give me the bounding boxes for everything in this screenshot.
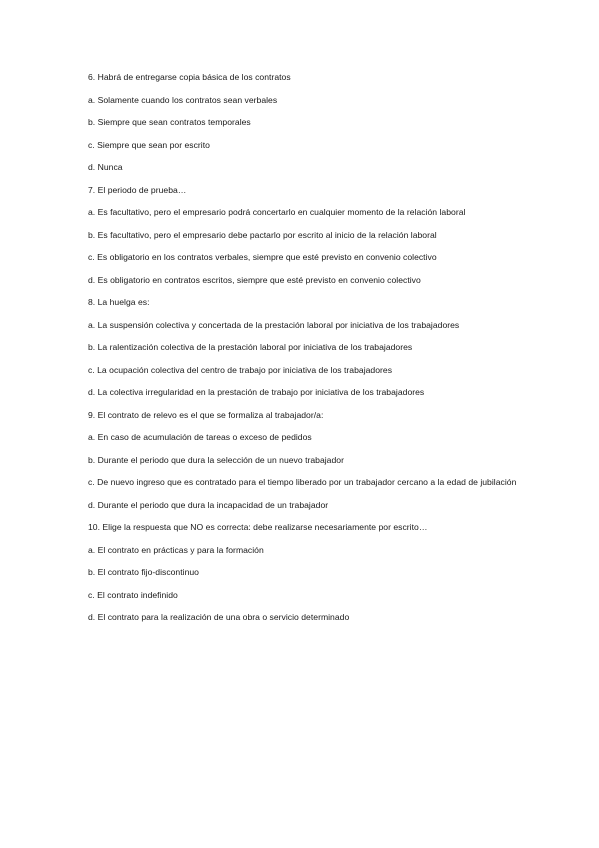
question-9-option-d: d. Durante el periodo que dura la incapacidad de un trabajador <box>88 499 329 510</box>
question-7-option-a: a. Es facultativo, pero el empresario podrá concertarlo en cualquier momento de la relación laboral <box>88 207 466 217</box>
question-10-option-b: b. El contrato fijo-discontinuo <box>88 567 199 577</box>
question-6: 6. Habrá de entregarse copia básica de los contratos <box>88 72 291 82</box>
question-9: 9. El contrato de relevo es el que se formaliza al trabajador/a: <box>88 409 324 420</box>
question-9-option-b: b. Durante el periodo que dura la selección de un nuevo trabajador <box>88 454 344 465</box>
question-10-option-a: a. El contrato en prácticas y para la formación <box>88 544 264 555</box>
question-7-option-d: d. Es obligatorio en contratos escritos, siempre que esté previsto en convenio colectivo <box>88 274 421 285</box>
question-list <box>88 70 518 633</box>
question-9-option-c: c. De nuevo ingreso que es contratado para el tiempo liberado por un trabajador cercano a la edad de jubilación <box>88 477 517 487</box>
question-6-option-b: b. Siempre que sean contratos temporales <box>88 117 251 127</box>
question-10-option-c: c. El contrato indefinido <box>88 589 178 600</box>
question-10-option-d: d. El contrato para la realización de una obra o servicio determinado <box>88 612 350 622</box>
question-8: 8. La huelga es: <box>88 297 150 307</box>
question-8-option-a: a. La suspensión colectiva y concertada de la prestación laboral por iniciativa de los trabajadores <box>88 319 460 330</box>
question-9-option-a: a. En caso de acumulación de tareas o exceso de pedidos <box>88 432 312 442</box>
question-8-option-b: b. La ralentización colectiva de la prestación laboral por iniciativa de los trabajadores <box>88 342 413 352</box>
question-7-option-b: b. Es facultativo, pero el empresario debe pactarlo por escrito al inicio de la relación laboral <box>88 229 437 240</box>
question-7: 7. El periodo de prueba… <box>88 184 187 195</box>
question-6-option-a: a. Solamente cuando los contratos sean verbales <box>88 94 278 105</box>
question-8-option-c: c. La ocupación colectiva del centro de trabajo por iniciativa de los trabajadores <box>88 364 393 375</box>
question-6-option-c: c. Siempre que sean por escrito <box>88 139 210 150</box>
question-6-option-d: d. Nunca <box>88 162 123 172</box>
question-10: 10. Elige la respuesta que NO es correcta: debe realizarse necesariamente por escrito… <box>88 522 428 532</box>
question-7-option-c: c. Es obligatorio en los contratos verbales, siempre que esté previsto en convenio colectivo <box>88 252 437 262</box>
question-8-option-d: d. La colectiva irregularidad en la prestación de trabajo por iniciativa de los trabajadores <box>88 387 425 397</box>
